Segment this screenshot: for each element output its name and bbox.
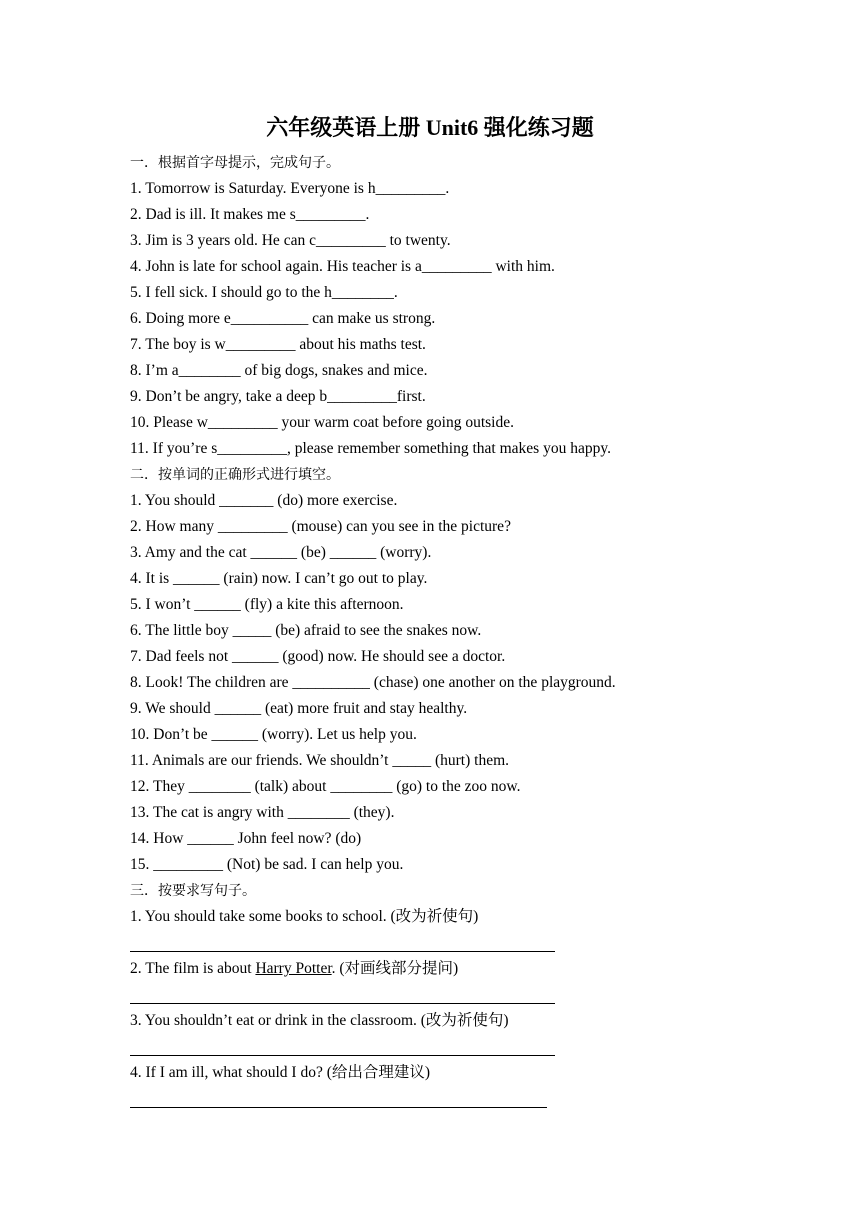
s2-question-9: 9. We should ______ (eat) more fruit and stay healthy. [130,700,468,717]
s1-question-1: 1. Tomorrow is Saturday. Everyone is h_________. [130,180,450,197]
s1-question-3: 3. Jim is 3 years old. He can c_________ to twenty. [130,232,451,249]
page-title: 六年级英语上册 Unit6 强化练习题 [266,115,594,140]
underlined-phrase: Harry Potter [255,960,332,977]
s3-answer-line-2[interactable] [130,1003,555,1004]
s2-question-1: 1. You should _______ (do) more exercise. [130,492,398,509]
s3-question-1: 1. You should take some books to school. (改为祈使句) [130,908,479,925]
section-3-heading: 三．按要求写句子。 [130,883,256,899]
s3-answer-line-4[interactable] [130,1107,547,1108]
s1-question-10: 10. Please w_________ your warm coat before going outside. [130,414,514,431]
s1-question-6: 6. Doing more e__________ can make us strong. [130,310,436,327]
s3-q2-prefix: 2. The film is about [130,960,256,977]
s3-q2-suffix: . (对画线部分提问) [331,960,459,977]
s2-question-12: 12. They ________ (talk) about ________ (go) to the zoo now. [130,778,521,795]
s2-question-6: 6. The little boy _____ (be) afraid to see the snakes now. [130,622,482,639]
section-2-heading: 二．按单词的正确形式进行填空。 [130,467,340,483]
s3-answer-line-3[interactable] [130,1055,555,1056]
s1-question-9: 9. Don’t be angry, take a deep b_________first. [130,388,426,405]
s3-question-3: 3. You shouldn’t eat or drink in the classroom. (改为祈使句) [130,1012,509,1029]
s2-question-5: 5. I won’t ______ (fly) a kite this afternoon. [130,596,404,613]
s3-answer-line-1[interactable] [130,951,555,952]
s3-question-2 [130,959,458,979]
s2-question-4: 4. It is ______ (rain) now. I can’t go out to play. [130,570,428,587]
s2-question-15: 15. _________ (Not) be sad. I can help you. [130,856,404,873]
s2-question-3: 3. Amy and the cat ______ (be) ______ (worry). [130,544,432,561]
s1-question-8: 8. I’m a________ of big dogs, snakes and mice. [130,362,428,379]
s2-question-10: 10. Don’t be ______ (worry). Let us help you. [130,726,417,743]
s2-question-11: 11. Animals are our friends. We shouldn’t _____ (hurt) them. [130,752,510,769]
s2-question-2: 2. How many _________ (mouse) can you see in the picture? [130,518,511,535]
s2-question-7: 7. Dad feels not ______ (good) now. He should see a doctor. [130,648,506,665]
s2-question-14: 14. How ______ John feel now? (do) [130,830,362,847]
s2-question-13: 13. The cat is angry with ________ (they). [130,804,395,821]
s1-question-4: 4. John is late for school again. His teacher is a_________ with him. [130,258,555,275]
s1-question-5: 5. I fell sick. I should go to the h________. [130,284,398,301]
s1-question-7: 7. The boy is w_________ about his maths test. [130,336,426,353]
s1-question-2: 2. Dad is ill. It makes me s_________. [130,206,370,223]
s3-question-4: 4. If I am ill, what should I do? (给出合理建议) [130,1064,431,1081]
s1-question-11: 11. If you’re s_________, please remember something that makes you happy. [130,440,611,457]
section-1-heading: 一．根据首字母提示，完成句子。 [130,155,340,171]
s2-question-8: 8. Look! The children are __________ (chase) one another on the playground. [130,674,616,691]
